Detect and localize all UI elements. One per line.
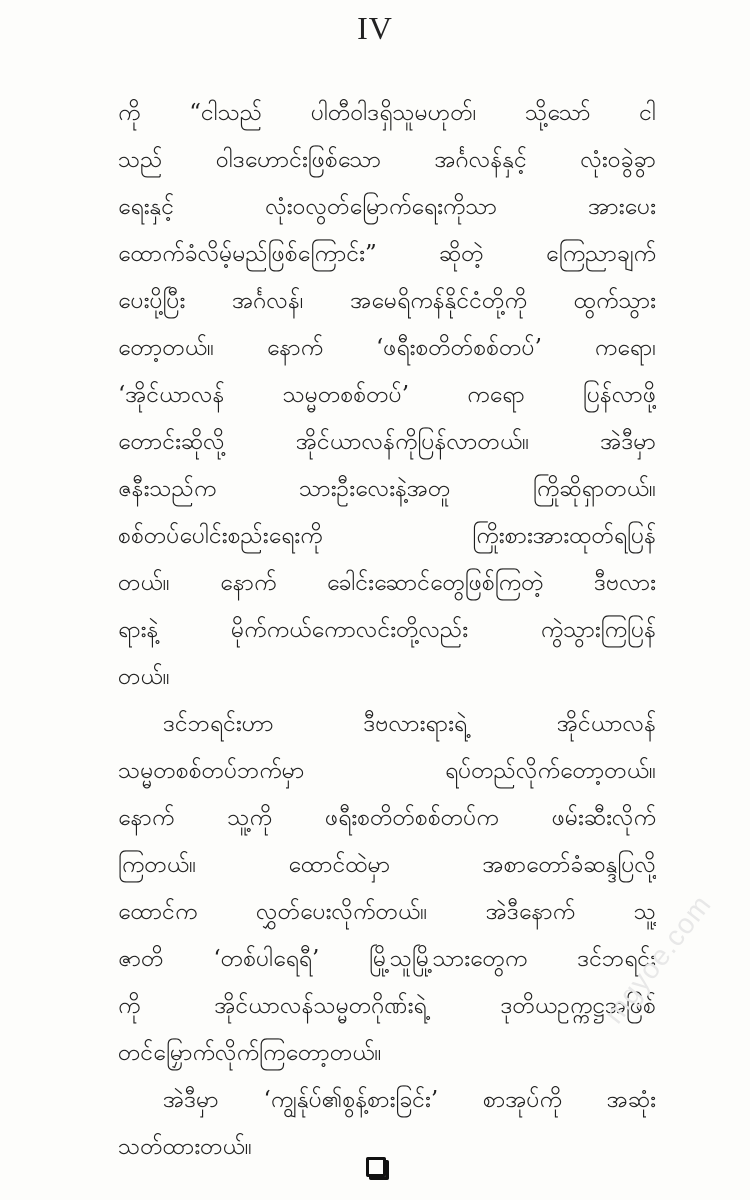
text-line: ဇာတိ ‘တစ်ပါရေရီ’ မြို့သူမြို့သားတွေက ဒင်ဘရင်း xyxy=(118,946,656,972)
text-line: ဇနီးသည်က သားဦးလေးနဲ့အတူ ကြိုဆိုရှာတယ်။ xyxy=(118,476,656,502)
text-line: ရားနဲ့ မိုက်ကယ်ကောလင်းတို့လည်း ကွဲသွားကြပြန် xyxy=(118,617,656,643)
text-line: တယ်။ နောက် ခေါင်းဆောင်တွေဖြစ်ကြတဲ့ ဒီဗလား xyxy=(118,570,656,596)
text-line: ထောက်ခံလိမ့်မည်ဖြစ်ကြောင်း” ဆိုတဲ့ ကြေညာချက် xyxy=(118,241,656,267)
text-line: တင်မြှောက်လိုက်ကြတော့တယ်။ xyxy=(118,1040,382,1066)
text-line: နောက် သူ့ကို ဖရီးစတိတ်စစ်တပ်က ဖမ်းဆီးလိုက် xyxy=(118,805,656,831)
end-of-chapter-square-icon xyxy=(366,1157,386,1177)
text-line: သမ္မတစစ်တပ်ဘက်မှာ ရပ်တည်လိုက်တော့တယ်။ xyxy=(118,758,656,784)
text-line: ကို အိုင်ယာလန်သမ္မတဂိုဏ်းရဲ့ ဒုတိယဥက္ကဋ္ဌအဖြစ် xyxy=(118,993,656,1019)
page-number: IV xyxy=(357,10,393,46)
text-line: တော့တယ်။ နောက် ‘ဖရီးစတိတ်စစ်တပ်’ ကရော၊ xyxy=(118,335,656,361)
text-line: ‘အိုင်ယာလန် သမ္မတစစ်တပ်’ ကရော ပြန်လာဖို့ xyxy=(118,382,656,408)
text-line: ကို “ငါသည် ပါတီဝါဒရှိသူမဟုတ်၊ သို့သော် ငါ xyxy=(118,100,656,126)
text-line: ပေးပို့ပြီး အင်္ဂလန်၊ အမေရိကန်နိုင်ငံတို့ကို ထွက်သွား xyxy=(118,288,656,314)
paragraph-1 xyxy=(118,90,656,701)
paragraph-2 xyxy=(118,701,656,1077)
text-line: ရေးနှင့် လုံးဝလွတ်မြောက်ရေးကိုသာ အားပေး xyxy=(118,194,656,220)
text-line: သတ်ထားတယ်။ xyxy=(118,1134,252,1160)
text-line: တယ်။ xyxy=(118,664,170,690)
watermark: mgyoe.com xyxy=(598,888,718,1030)
text-line: ကြတယ်။ ထောင်ထဲမှာ အစာတော်ခံဆန္ဒပြလို့ xyxy=(118,852,656,878)
text-line: တောင်းဆိုလို့ အိုင်ယာလန်ကိုပြန်လာတယ်။ အဲဒီမှာ xyxy=(118,429,656,455)
text-line: အဲဒီမှာ ‘ကျွန်ုပ်၏စွန့်စားခြင်း’ စာအုပ်ကို အဆုံး xyxy=(163,1087,656,1113)
text-line: ဒင်ဘရင်းဟာ ဒီဗလားရားရဲ့ အိုင်ယာလန် xyxy=(163,711,656,737)
text-line: ထောင်က လွှတ်ပေးလိုက်တယ်။ အဲဒီနောက် သူ့ xyxy=(118,899,656,925)
text-line: သည် ဝါဒဟောင်းဖြစ်သော အင်္ဂလန်နှင့် လုံးဝခွဲခွာ xyxy=(118,147,656,173)
paragraph-3 xyxy=(118,1077,656,1171)
body-text xyxy=(118,90,656,1171)
text-line: စစ်တပ်ပေါင်းစည်းရေးကို ကြိုးစားအားထုတ်ရပြန် xyxy=(118,523,656,549)
